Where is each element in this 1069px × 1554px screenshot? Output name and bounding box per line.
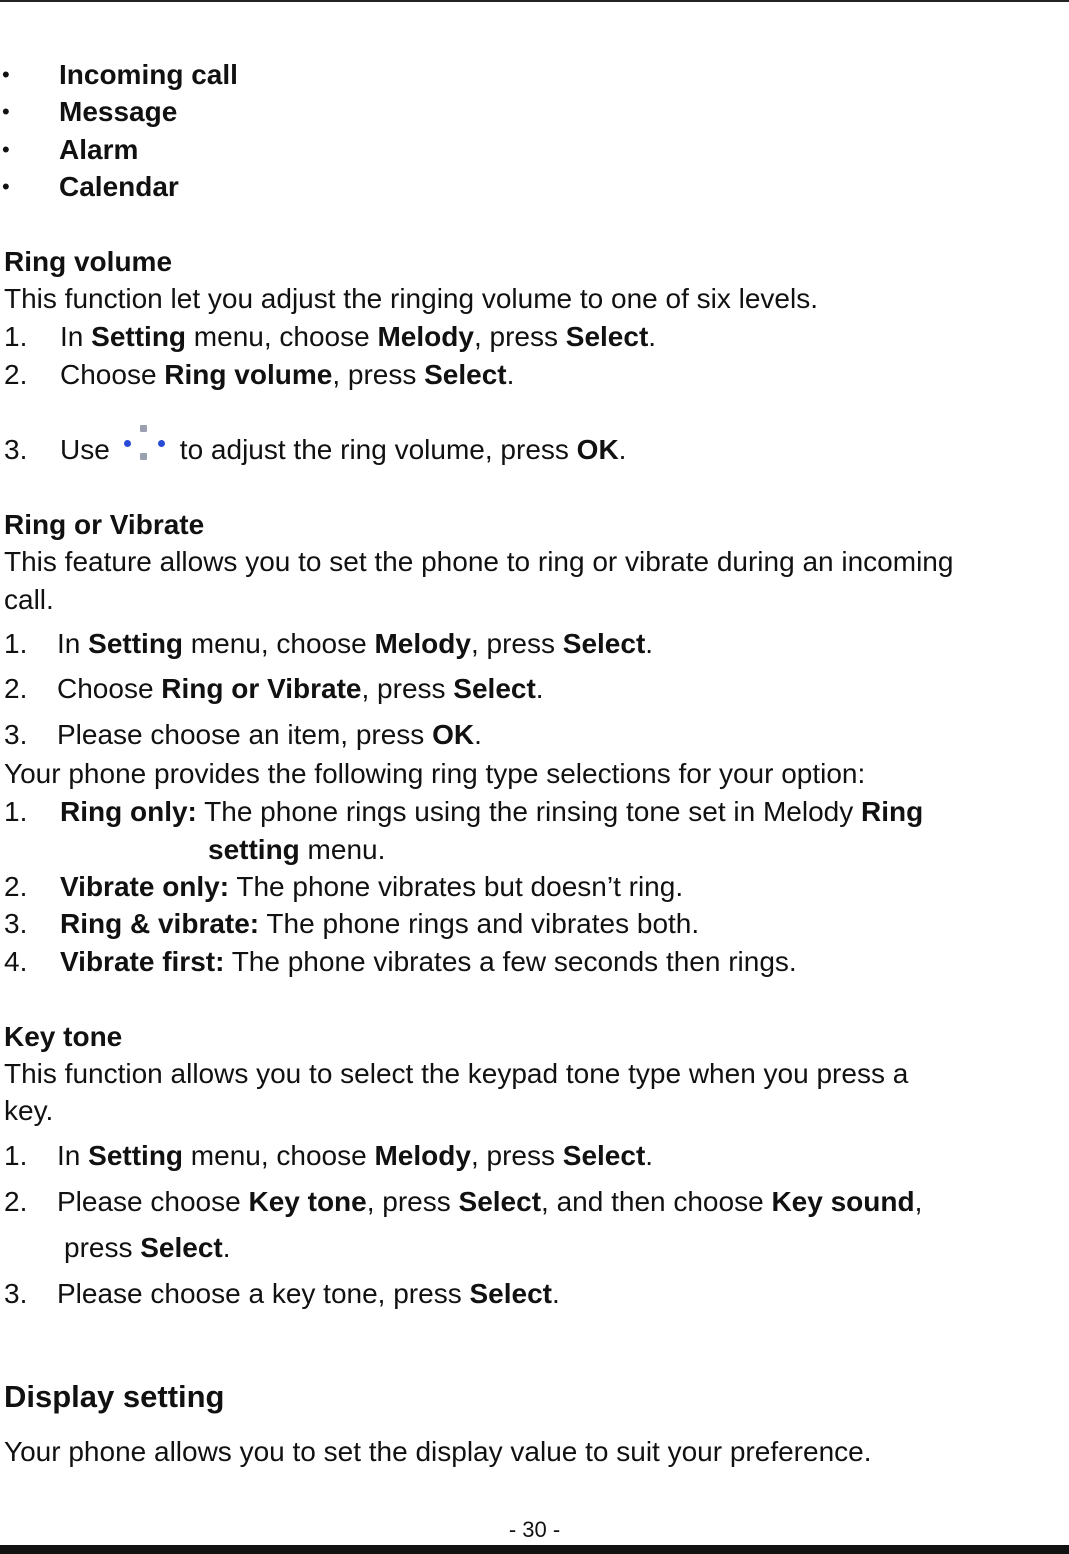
ring-or-vibrate-step-3: 3. Please choose an item, press OK. bbox=[4, 719, 482, 750]
ring-type-option-1-cont: setting menu. bbox=[208, 834, 386, 865]
key-tone-heading: Key tone bbox=[4, 1021, 123, 1052]
bullet-item-alarm: Alarm bbox=[59, 134, 139, 165]
bullet-item-incoming-call: Incoming call bbox=[59, 59, 238, 90]
ring-volume-step-1: 1. In Setting menu, choose Melody, press Select. bbox=[4, 321, 657, 352]
ring-volume-heading: Ring volume bbox=[4, 246, 173, 277]
bullet-dot: • bbox=[2, 99, 10, 124]
key-tone-step-2: 2. Please choose Key tone, press Select, and then choose Key sound, bbox=[4, 1186, 923, 1217]
page-number: - 30 - bbox=[508, 1517, 561, 1542]
navigation-key-icon bbox=[118, 423, 170, 467]
bullet-item-message: Message bbox=[59, 96, 178, 127]
ring-volume-step-2: 2. Choose Ring volume, press Select. bbox=[4, 359, 515, 390]
key-tone-intro-line2: key. bbox=[4, 1095, 54, 1126]
bottom-rule bbox=[0, 1545, 1069, 1554]
display-setting-intro: Your phone allows you to set the display value to suit your preference. bbox=[4, 1436, 872, 1467]
ring-or-vibrate-intro-line1: This feature allows you to set the phone to ring or vibrate during an incoming bbox=[4, 546, 954, 577]
ring-or-vibrate-intro-line2: call. bbox=[4, 584, 54, 615]
ring-type-option-1: 1. Ring only: The phone rings using the rinsing tone set in Melody Ring bbox=[4, 796, 924, 827]
display-setting-heading: Display setting bbox=[4, 1379, 225, 1414]
ring-or-vibrate-step-2: 2. Choose Ring or Vibrate, press Select. bbox=[4, 673, 544, 704]
bullet-item-calendar: Calendar bbox=[59, 171, 179, 202]
ring-volume-step-3: 3. Use to adjust the ring volume, press OK. bbox=[4, 423, 626, 467]
bullet-dot: • bbox=[2, 62, 10, 87]
key-tone-intro-line1: This function allows you to select the keypad tone type when you press a bbox=[4, 1058, 909, 1089]
ring-or-vibrate-step-1: 1. In Setting menu, choose Melody, press Select. bbox=[4, 628, 654, 659]
key-tone-step-1: 1. In Setting menu, choose Melody, press Select. bbox=[4, 1140, 654, 1171]
ring-type-option-3: 3. Ring & vibrate: The phone rings and vibrates both. bbox=[4, 908, 700, 939]
key-tone-step-2-cont: press Select. bbox=[64, 1232, 231, 1263]
bullet-dot: • bbox=[2, 137, 10, 162]
ring-type-option-2: 2. Vibrate only: The phone vibrates but doesn’t ring. bbox=[4, 871, 684, 902]
ring-types-intro: Your phone provides the following ring type selections for your option: bbox=[4, 758, 866, 789]
bullet-dot: • bbox=[2, 174, 10, 199]
ring-volume-intro: This function let you adjust the ringing volume to one of six levels. bbox=[4, 283, 818, 314]
top-rule bbox=[0, 0, 1069, 2]
ring-or-vibrate-heading: Ring or Vibrate bbox=[4, 509, 205, 540]
ring-type-option-4: 4. Vibrate first: The phone vibrates a few seconds then rings. bbox=[4, 946, 797, 977]
key-tone-step-3: 3. Please choose a key tone, press Select. bbox=[4, 1278, 560, 1309]
